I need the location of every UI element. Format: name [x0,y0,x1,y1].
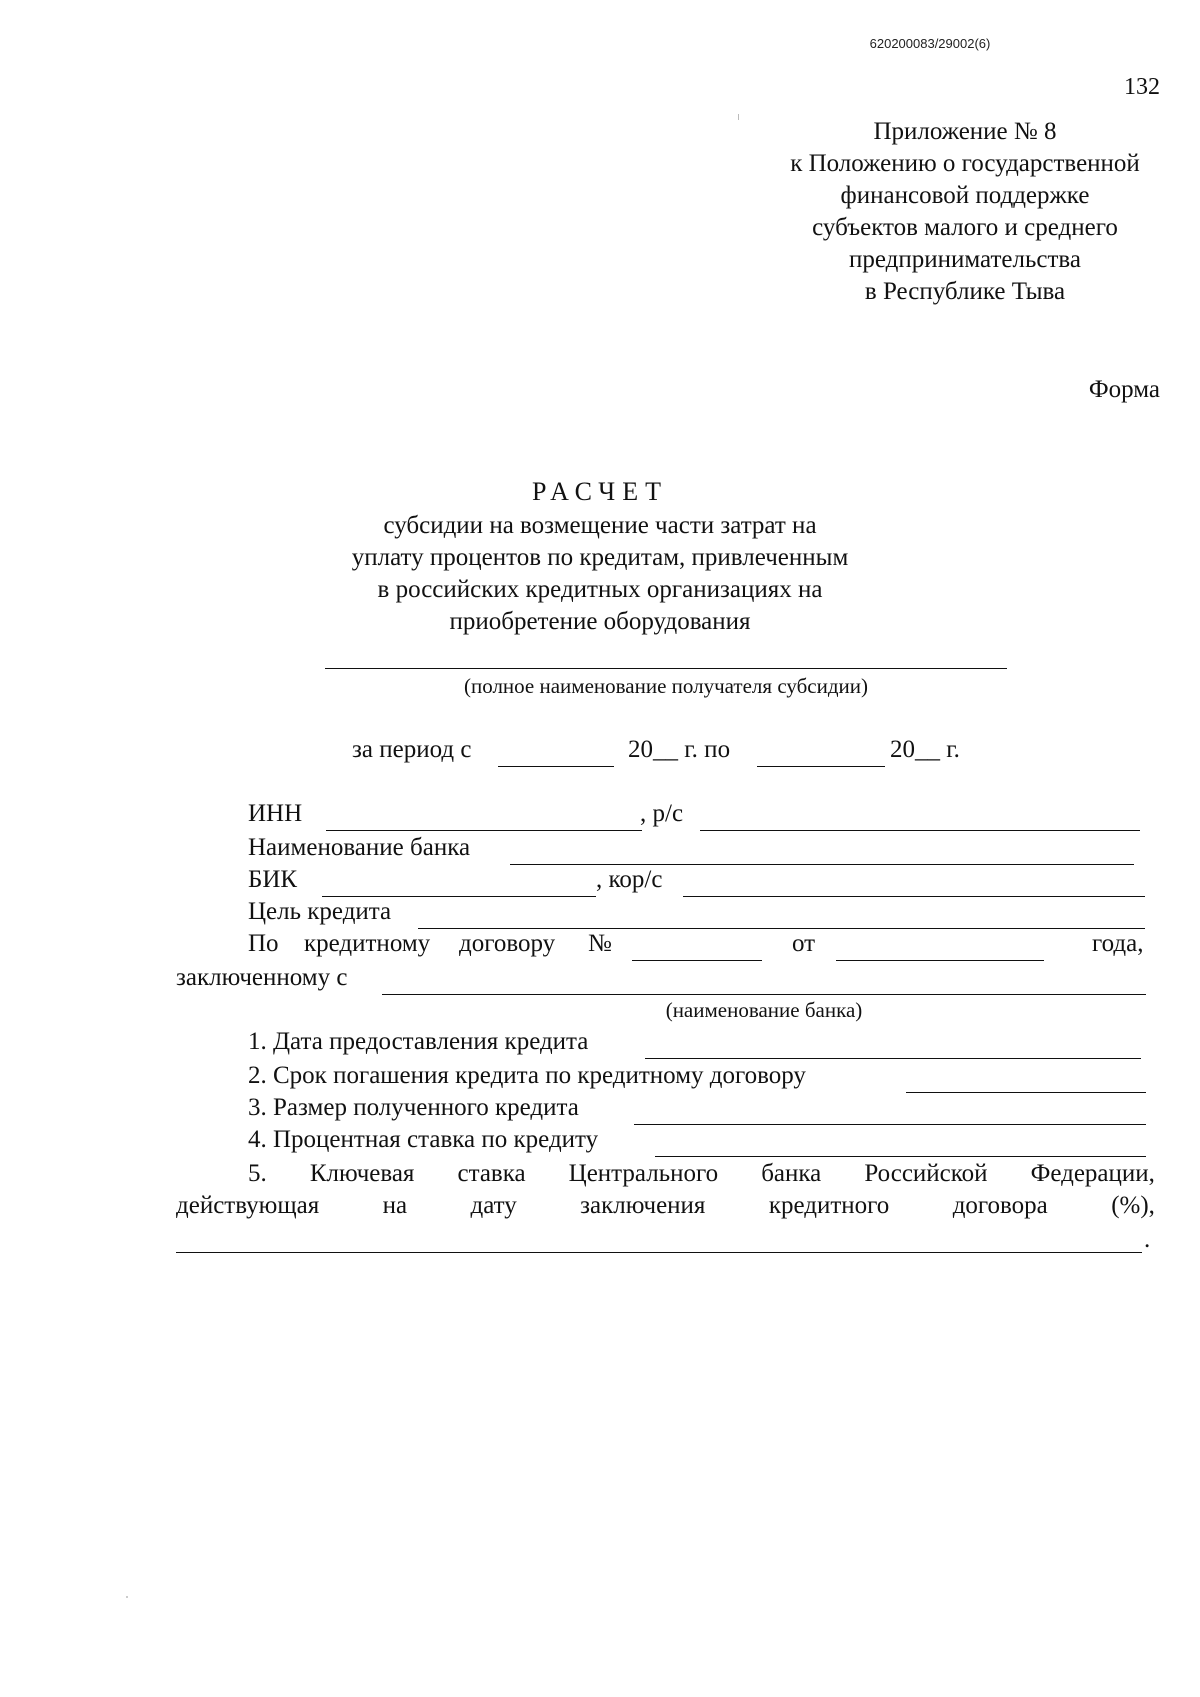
contract-word: По [248,930,279,957]
recipient-name-line[interactable] [325,668,1007,669]
item-5-word: ставка [457,1160,526,1187]
period-year2: 20__ г. [890,736,960,763]
item-5-word: Российской [864,1160,988,1187]
document-title [300,476,900,638]
item-2-label: 2. Срок погашения кредита по кредитному договору [248,1062,806,1089]
scan-speck [126,1596,128,1598]
item-1-line[interactable] [645,1058,1141,1059]
item-4-label: 4. Процентная ставка по кредиту [248,1126,599,1153]
contract-year-label: года, [1092,930,1144,957]
bank-name-line[interactable] [510,864,1134,865]
period-start-line[interactable] [498,766,614,767]
item-5-word: дату [470,1192,517,1219]
contract-number-line[interactable] [632,960,762,961]
scan-speck [738,114,739,120]
item-5-word: договора [952,1192,1048,1219]
kors-line[interactable] [683,896,1145,897]
rs-line[interactable] [700,830,1140,831]
inn-line[interactable] [326,830,642,831]
contract-word: № [588,930,612,957]
item-5-end: . [1144,1226,1151,1253]
appendix-line: финансовой поддержке [840,182,1090,209]
title-main: РАСЧЕТ [532,477,668,506]
item-3-line[interactable] [634,1124,1146,1125]
title-line: в российских кредитных организациях на [377,576,823,603]
item-5-word: заключения [580,1192,706,1219]
title-line: приобретение оборудования [449,608,751,635]
item-5-word: кредитного [768,1192,890,1219]
item-5-word: на [382,1192,408,1219]
item-5-word: банка [761,1160,822,1187]
form-label: Форма [1088,376,1160,403]
inn-label: ИНН [248,800,303,827]
item-3-label: 3. Размер полученного кредита [248,1094,579,1121]
item-5-line-1 [248,1160,1155,1188]
title-line: субсидии на возмещение части затрат на [383,512,817,539]
item-5-word: Центрального [568,1160,719,1187]
item-5-word: (%), [1111,1192,1155,1219]
item-5-line-2 [176,1192,1155,1220]
bank-name-label: Наименование банка [248,834,471,861]
item-2-line[interactable] [906,1092,1146,1093]
recipient-caption: (полное наименование получателя субсидии) [464,674,868,698]
rs-label: , р/с [640,800,684,827]
period-prefix: за период с [352,736,472,763]
contract-word: кредитному [304,930,431,957]
kors-label: , кор/с [596,866,663,893]
period-end-line[interactable] [757,766,885,767]
bik-line[interactable] [322,896,596,897]
bank-caption: (наименование банка) [665,998,863,1022]
contract-from-label: от [792,930,816,957]
appendix-line: Приложение № 8 [873,118,1057,145]
bik-label: БИК [248,866,298,893]
period-year1: 20__ г. по [628,736,731,763]
item-5-line[interactable] [176,1252,1142,1253]
appendix-line: к Положению о государственной [790,150,1140,177]
item-4-line[interactable] [655,1156,1146,1157]
purpose-label: Цель кредита [248,898,392,925]
appendix-line: в Республике Тыва [864,278,1066,305]
purpose-line[interactable] [418,928,1145,929]
item-5-word: действующая [176,1192,320,1219]
item-5-word: Ключевая [309,1160,415,1187]
contract-word: договору [459,930,556,957]
document-id: 620200083/29002(6) [869,36,991,51]
concluded-with-label: заключенному с [176,964,348,991]
item-5-word: 5. [248,1160,267,1187]
appendix-line: предпринимательства [849,246,1081,273]
item-5-word: Федерации, [1030,1160,1155,1187]
item-1-label: 1. Дата предоставления кредита [248,1028,589,1055]
title-line: уплату процентов по кредитам, привлеченным [351,544,849,571]
concluded-with-line[interactable] [382,994,1146,995]
page-number: 132 [1124,74,1160,100]
appendix-block [740,116,1190,308]
appendix-line: субъектов малого и среднего [812,214,1118,241]
contract-date-line[interactable] [836,960,1044,961]
